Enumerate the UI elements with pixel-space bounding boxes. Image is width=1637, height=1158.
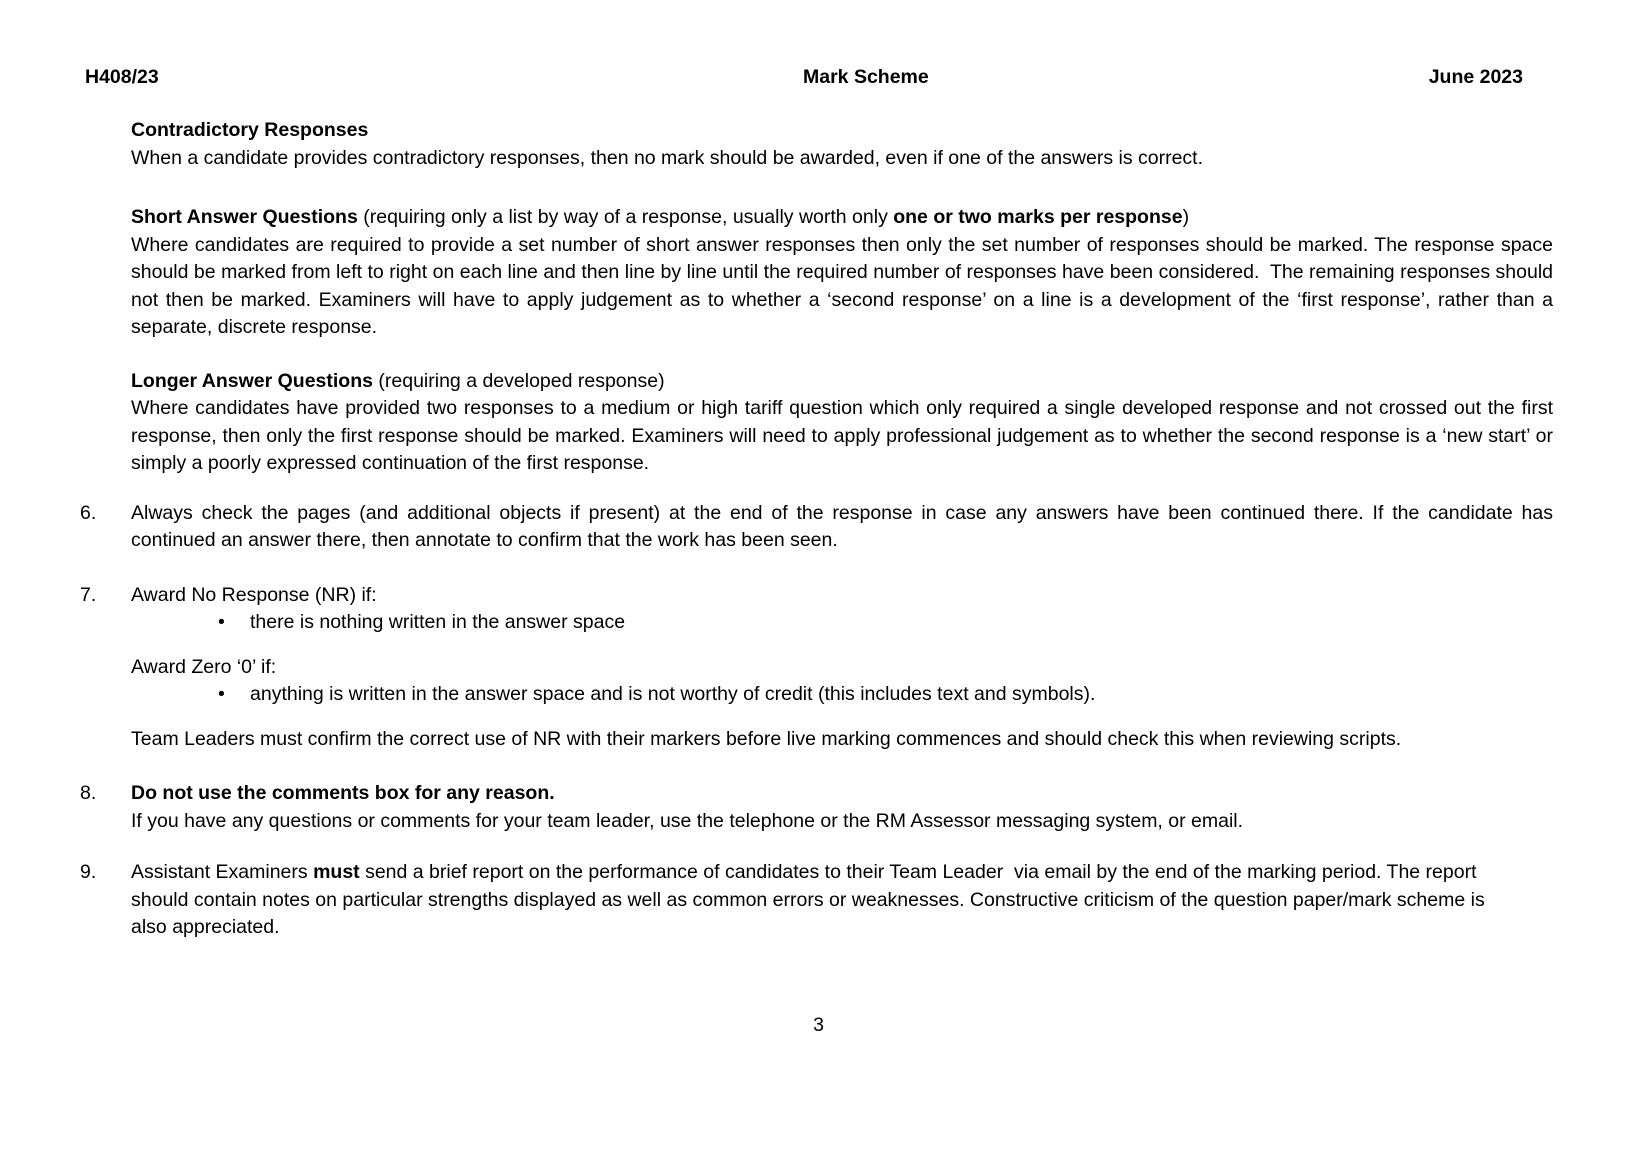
header-session-date: June 2023: [1428, 66, 1523, 88]
page-number: 3: [813, 1014, 824, 1036]
longer-answer-heading: Longer Answer Questions (requiring a developed response): [131, 369, 665, 392]
bullet-icon: •: [218, 611, 225, 633]
item-9-body: Assistant Examiners must send a brief report on the performance of candidates to their Team Leader via email by the end of the marking period. The report should contain notes on particular strengths displayed as well as common errors or weaknesses. Constructive criticism of the question paper/mark scheme is also appreciated.: [131, 861, 1485, 938]
header-paper-code: H408/23: [85, 66, 159, 88]
short-answer-body: Where candidates are required to provide a set number of short answer responses then only the set number of responses should be marked. The response space should be marked from left to right on each line and then line by line until the required number of responses have been considered. The remaining responses should not then be marked. Examiners will have to apply judgement as to whether a ‘second response’ on a line is a development of the ‘first response’, rather than a separate, discrete response.: [131, 233, 1553, 338]
section-longer-answer-questions: [131, 368, 1553, 478]
header-doc-title: Mark Scheme: [803, 66, 929, 88]
item-9-number: 9.: [80, 861, 97, 883]
bullet-text: anything is written in the answer space and is not worthy of credit (this includes text and symbols).: [250, 683, 1096, 705]
list-item-9: [80, 859, 1553, 942]
longer-answer-body: Where candidates have provided two responses to a medium or high tariff question which only required a single developed response and not crossed out the first response, then only the first response should be marked. Examiners will need to apply professional judgement as to whether the second response is a ‘new start’ or simply a poorly expressed continuation of the first response.: [131, 397, 1553, 474]
item-8-body: If you have any questions or comments for your team leader, use the telephone or the RM Assessor messaging system, or email.: [131, 809, 1244, 832]
bullet-item: [131, 681, 1553, 709]
list-item-6: [80, 500, 1553, 555]
contradictory-responses-body: When a candidate provides contradictory responses, then no mark should be awarded, even if one of the answers is correct.: [131, 146, 1204, 169]
section-short-answer-questions: [131, 204, 1553, 342]
item-7-note: Team Leaders must confirm the correct use of NR with their markers before live marking commences and should check this when reviewing scripts.: [131, 727, 1402, 750]
item-7-number: 7.: [80, 583, 97, 606]
section-contradictory-responses: [131, 117, 1553, 172]
item-7-zero-heading: Award Zero ‘0’ if:: [131, 655, 277, 678]
contradictory-responses-heading: Contradictory Responses: [131, 119, 369, 141]
short-answer-heading: Short Answer Questions (requiring only a list by way of a response, usually worth only one or two marks per response): [131, 206, 1190, 228]
item-8-number: 8.: [80, 782, 97, 804]
bullet-item: [131, 609, 1553, 637]
item-6-number: 6.: [80, 501, 97, 524]
item-6-body: Always check the pages (and additional objects if present) at the end of the response in case any answers have been continued there. If the candidate has continued an answer there, then annotate to confirm that the work has been seen.: [131, 501, 1553, 551]
bullet-icon: •: [218, 683, 225, 705]
item-7-intro: Award No Response (NR) if:: [131, 583, 377, 606]
list-item-7: [80, 582, 1553, 754]
item-8-heading: Do not use the comments box for any reason.: [131, 782, 555, 804]
list-item-8: [80, 780, 1553, 835]
bullet-text: there is nothing written in the answer space: [250, 611, 626, 633]
page-header: [0, 64, 1637, 92]
document-content: [80, 117, 1553, 942]
